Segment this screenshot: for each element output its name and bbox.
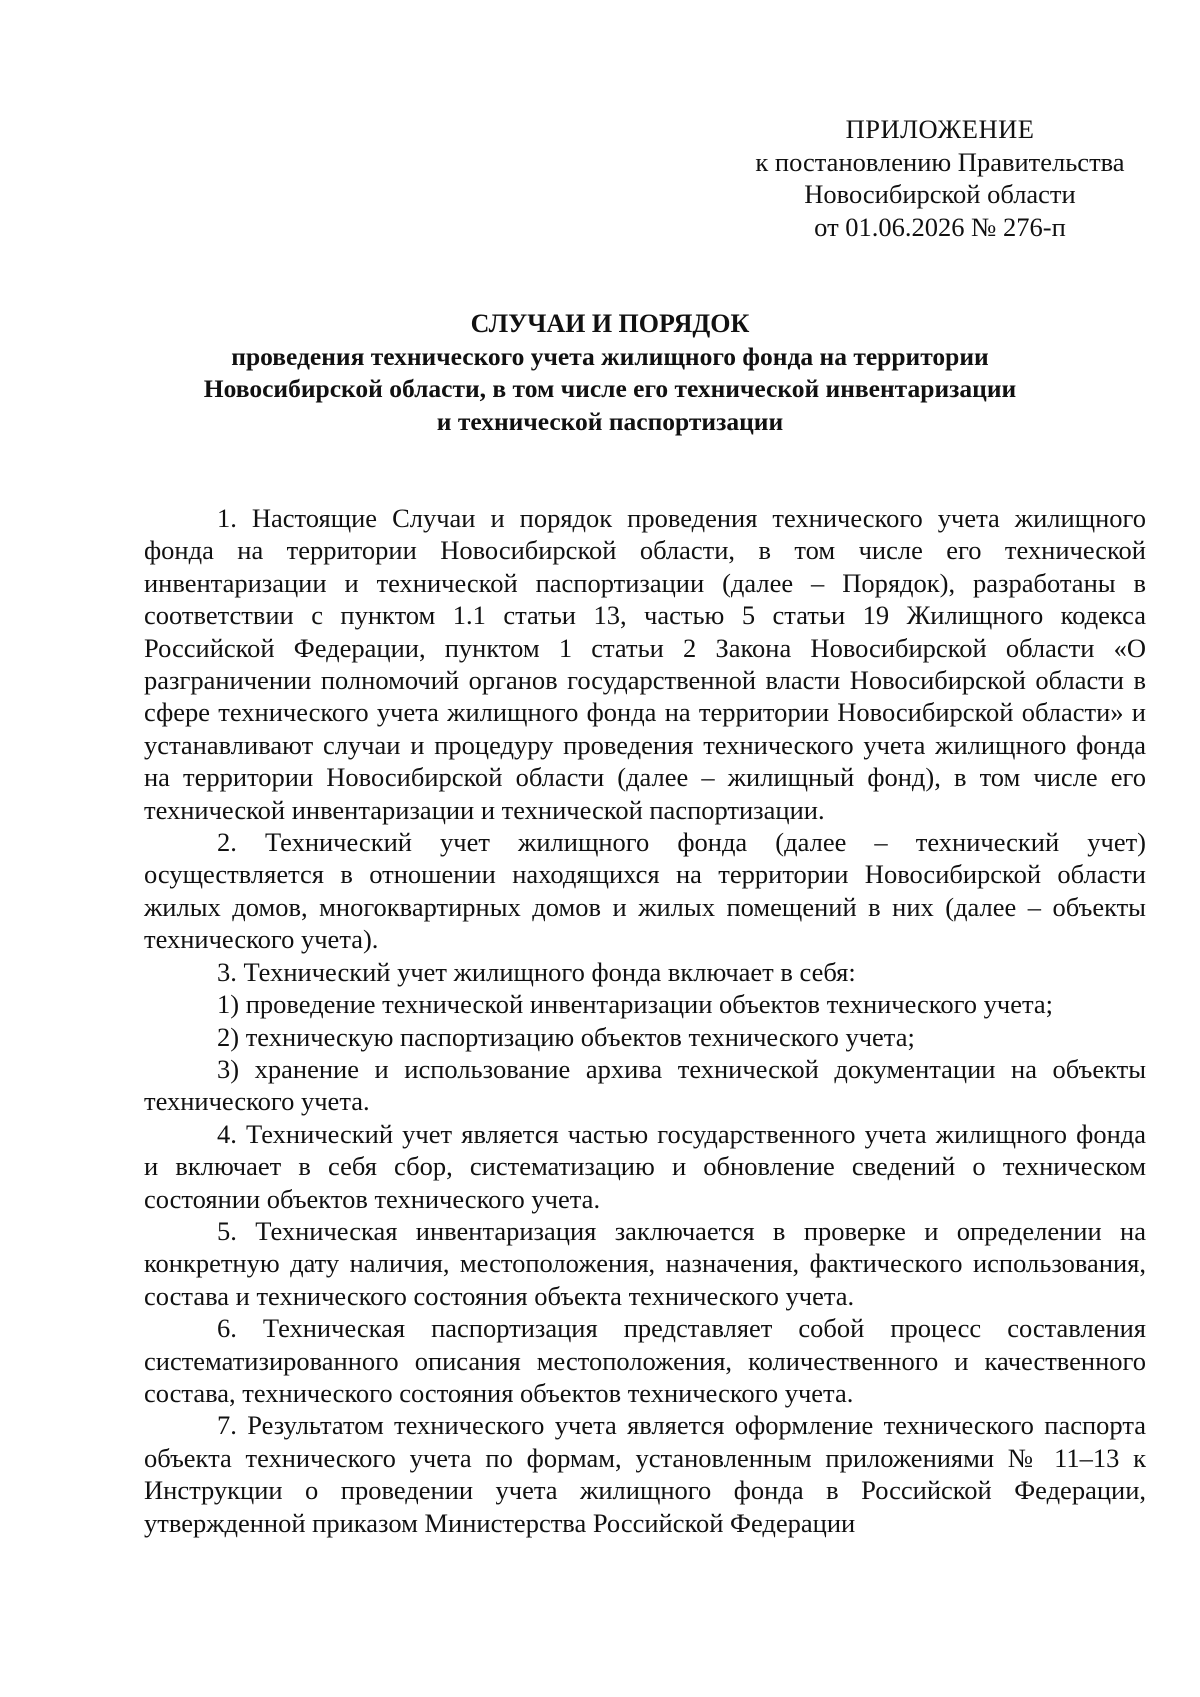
document-body [144, 502, 1146, 1539]
paragraph-3: 3. Технический учет жилищного фонда включает в себя: [217, 956, 856, 987]
document-title-main: СЛУЧАИ И ПОРЯДОК [470, 309, 750, 338]
appendix-header [740, 113, 1140, 243]
document-title-subtitle-line-3: и технической паспортизации [436, 406, 784, 436]
appendix-title: ПРИЛОЖЕНИЕ [845, 114, 1035, 144]
paragraph-7: 7. Результатом технического учета является оформление технического паспорта объекта технического учета по формам, установленным приложениями № 11–13 к Инструкции о проведении учета жилищного фонда в Российской Федерации, утвержденной приказом Министерства Российской Федерации [144, 1410, 1146, 1538]
appendix-line-region: Новосибирской области [804, 179, 1076, 209]
appendix-line-decree: к постановлению Правительства [755, 146, 1125, 177]
paragraph-3-item-1: 1) проведение технической инвентаризации объектов технического учета; [217, 989, 1054, 1020]
document-title-subtitle-line-1: проведения технического учета жилищного фонда на территории [231, 341, 989, 371]
paragraph-6: 6. Техническая паспортизация представляет собой процесс составления систематизированного описания местоположения, количественного и качественного состава, технического состояния объектов технического учета. [144, 1313, 1146, 1408]
paragraph-2: 2. Технический учет жилищного фонда (далее – технический учет) осуществляется в отношении находящихся на территории Новосибирской области жилых домов, многоквартирных домов и жилых помещений в них (далее – объекты технического учета). [144, 827, 1146, 955]
paragraph-3-item-2: 2) техническую паспортизацию объектов технического учета; [217, 1021, 915, 1052]
document-title [150, 308, 1070, 438]
paragraph-3-item-3: 3) хранение и использование архива технической документации на объекты технического учета. [144, 1053, 1146, 1117]
paragraph-5: 5. Техническая инвентаризация заключается в проверке и определении на конкретную дату наличия, местоположения, назначения, фактического использования, состава и технического состояния объекта технического учета. [144, 1215, 1146, 1311]
document-title-subtitle-line-2: Новосибирской области, в том числе его технической инвентаризации [203, 374, 1017, 403]
appendix-line-date-number: от 01.06.2026 № 276-п [814, 211, 1066, 242]
paragraph-4: 4. Технический учет является частью государственного учета жилищного фонда и включает в себя сбор, систематизацию и обновление сведений о техническом состоянии объектов технического учета. [144, 1118, 1146, 1214]
paragraph-1: 1. Настоящие Случаи и порядок проведения технического учета жилищного фонда на территории Новосибирской области, в том числе его технической инвентаризации и технической паспортизации (далее – Порядок), разработаны в соответствии с пунктом 1.1 статьи 13, частью 5 статьи 19 Жилищного кодекса Российской Федерации, пунктом 1 статьи 2 Закона Новосибирской области «О разграничении полномочий органов государственной власти Новосибирской области в сфере технического учета жилищного фонда на территории Новосибирской области» и устанавливают случаи и процедуру проведения технического учета жилищного фонда на территории Новосибирской области (далее – жилищный фонд), в том числе его технической инвентаризации и технической паспортизации. [144, 503, 1146, 825]
